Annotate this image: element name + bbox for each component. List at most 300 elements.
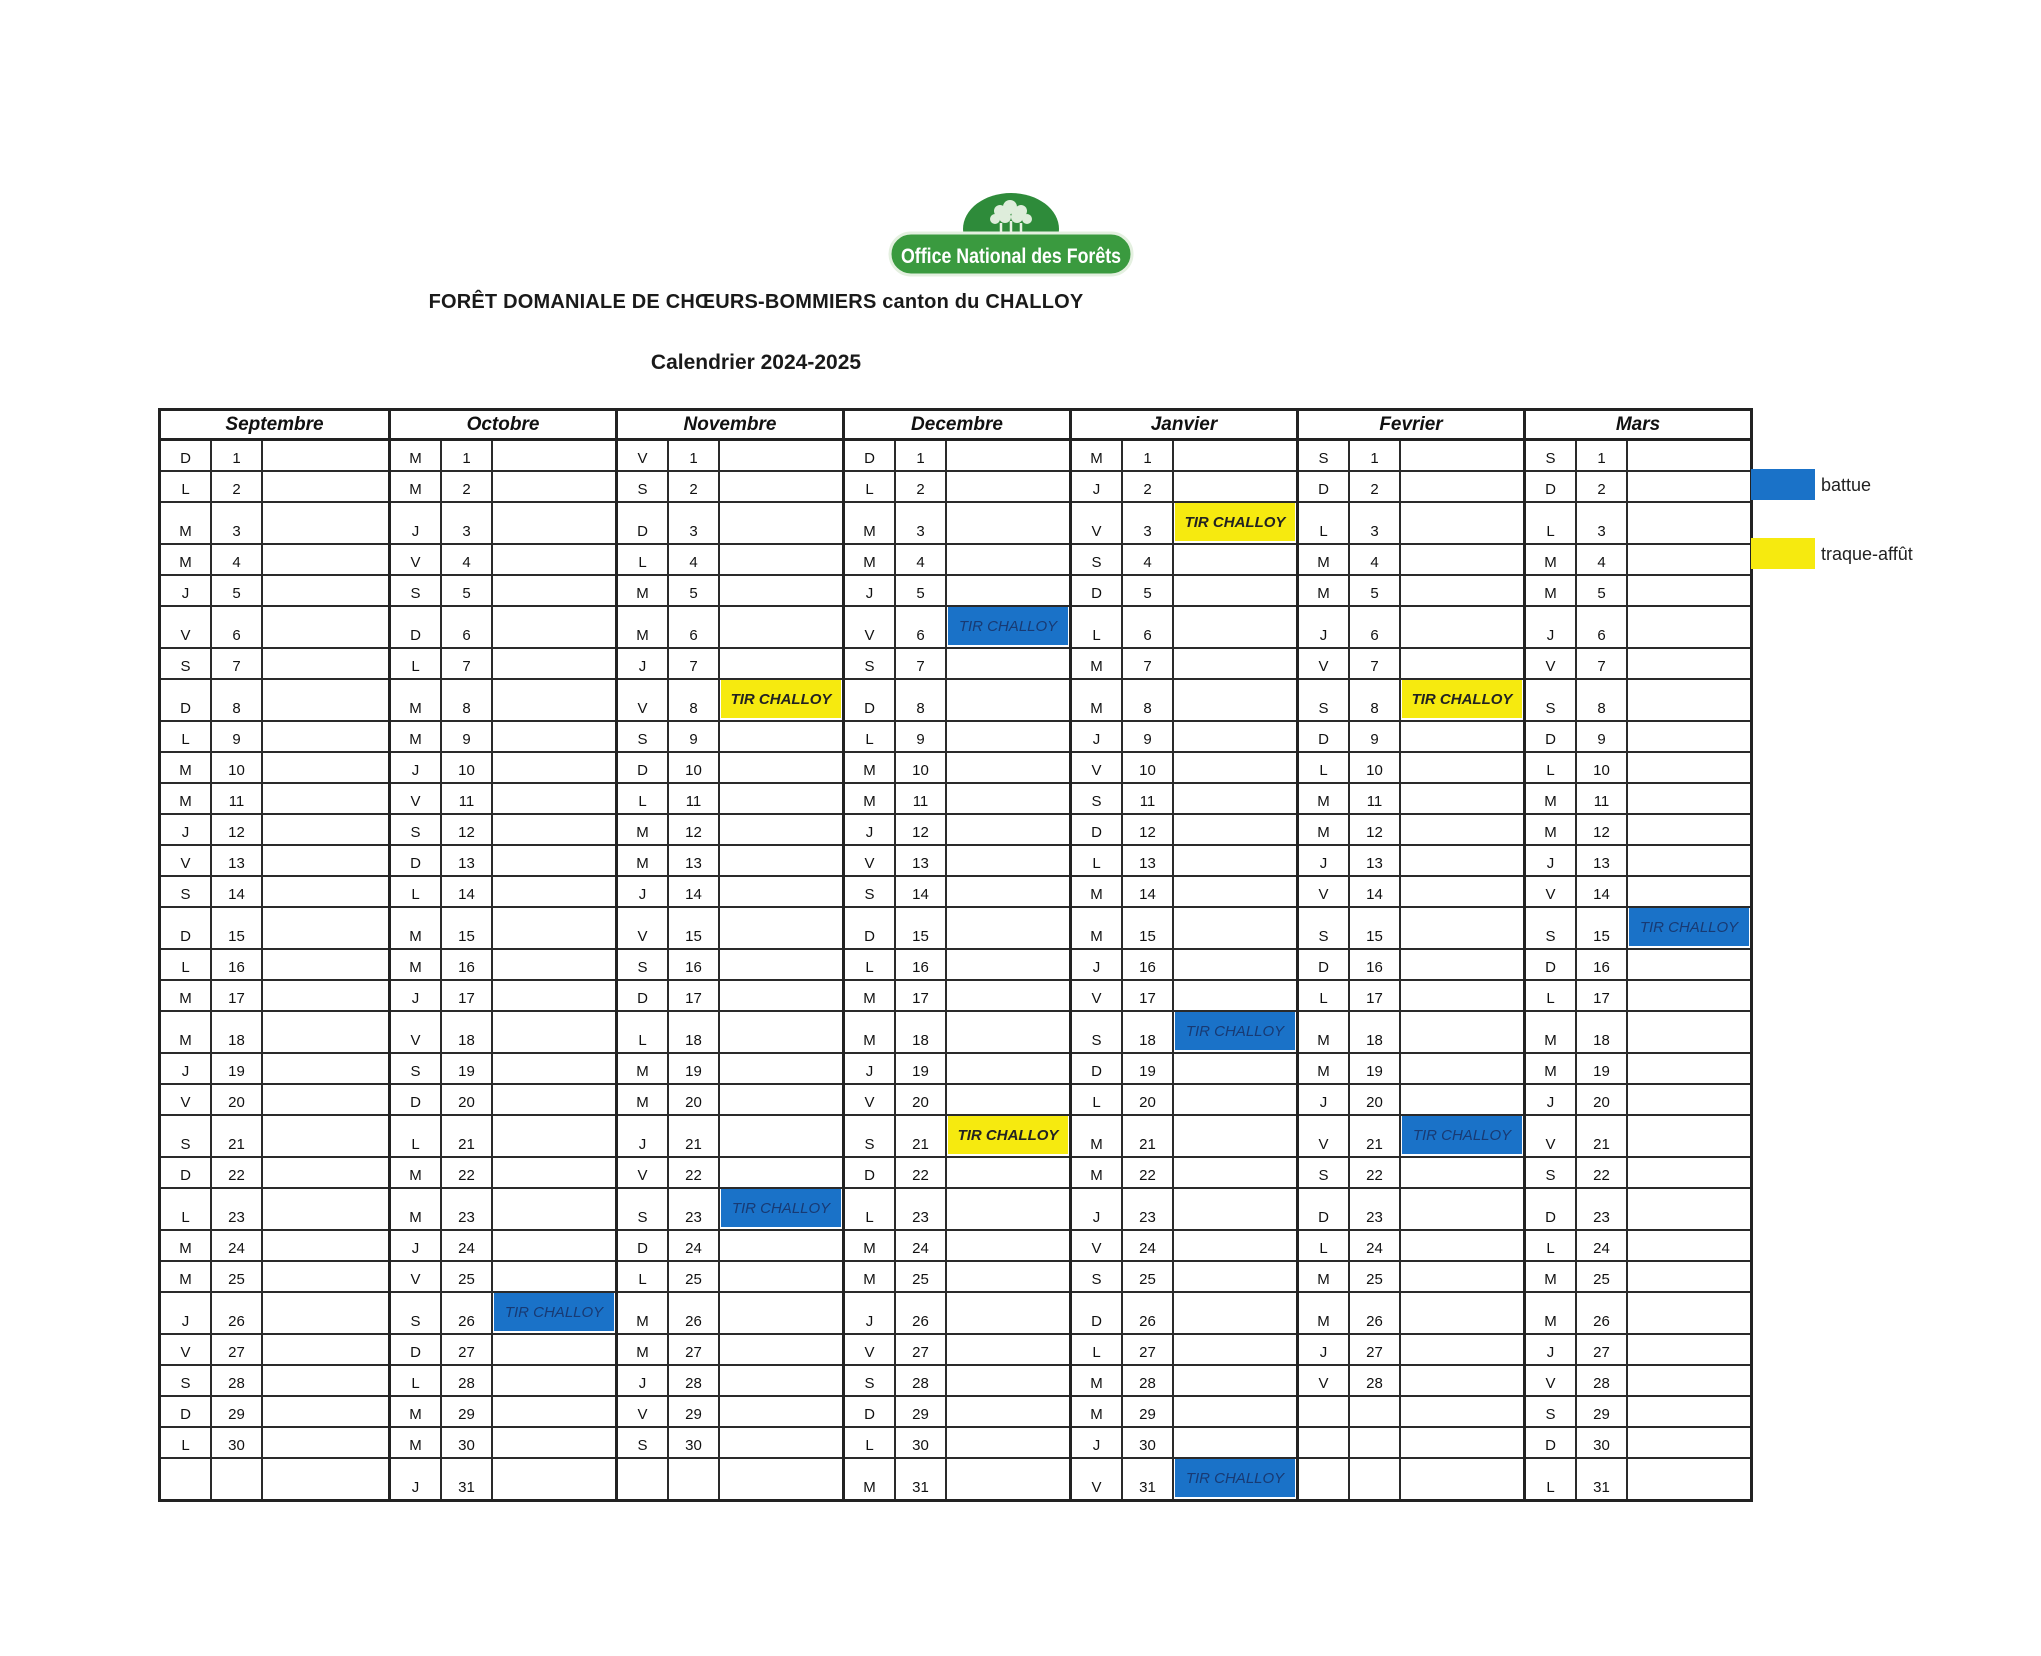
weekday-cell: M [1072, 1116, 1123, 1156]
day-row [1299, 1293, 1523, 1335]
day-number-cell: 2 [669, 472, 720, 501]
event-cell [493, 472, 615, 501]
event-cell [1628, 1366, 1750, 1395]
day-row [1072, 784, 1296, 815]
day-number-cell: 4 [1123, 545, 1174, 574]
event-cell [720, 877, 842, 906]
day-row [391, 753, 615, 784]
day-row [1299, 815, 1523, 846]
day-row [1526, 472, 1750, 503]
weekday-cell: D [845, 1158, 896, 1187]
weekday-cell: M [618, 846, 669, 875]
weekday-cell: M [1299, 815, 1350, 844]
event-cell [947, 846, 1069, 875]
event-cell [263, 950, 388, 979]
weekday-cell: M [1526, 545, 1577, 574]
event-cell [720, 1262, 842, 1291]
weekday-cell: M [1072, 649, 1123, 678]
weekday-cell: M [618, 1054, 669, 1083]
day-row [1299, 576, 1523, 607]
event-cell [493, 815, 615, 844]
weekday-cell: V [1299, 649, 1350, 678]
weekday-cell: M [1072, 680, 1123, 720]
day-number-cell: 7 [669, 649, 720, 678]
event-cell [720, 950, 842, 979]
day-number-cell: 12 [1577, 815, 1628, 844]
weekday-cell: L [391, 877, 442, 906]
day-row [161, 472, 388, 503]
day-number-cell: 10 [1350, 753, 1401, 782]
event-cell [1401, 649, 1523, 678]
event-cell [1401, 1231, 1523, 1260]
day-row [1299, 1158, 1523, 1189]
day-row [618, 722, 842, 753]
day-row [1299, 649, 1523, 680]
day-number-cell: 23 [1350, 1189, 1401, 1229]
event-cell [1174, 1397, 1296, 1426]
event-cell [263, 441, 388, 470]
day-number-cell: 17 [1577, 981, 1628, 1010]
day-number-cell: 14 [1577, 877, 1628, 906]
event-cell [263, 1231, 388, 1260]
weekday-cell: D [391, 846, 442, 875]
day-number-cell: 8 [1577, 680, 1628, 720]
weekday-cell: M [1299, 1054, 1350, 1083]
day-number-cell: 13 [212, 846, 263, 875]
weekday-cell: J [1299, 1335, 1350, 1364]
event-cell [720, 1116, 842, 1156]
day-number-cell: 17 [212, 981, 263, 1010]
weekday-cell: V [1072, 1459, 1123, 1499]
event-cell [493, 1335, 615, 1364]
day-row [618, 846, 842, 877]
day-number-cell: 26 [212, 1293, 263, 1333]
day-row [845, 545, 1069, 576]
day-row [618, 1262, 842, 1293]
event-cell [263, 1428, 388, 1457]
weekday-cell: M [1072, 441, 1123, 470]
weekday-cell: M [161, 1231, 212, 1260]
day-number-cell: 1 [896, 441, 947, 470]
event-cell [720, 722, 842, 751]
day-row [1299, 545, 1523, 576]
event-cell [263, 576, 388, 605]
day-number-cell: 8 [669, 680, 720, 720]
day-row [845, 1189, 1069, 1231]
weekday-cell: S [618, 472, 669, 501]
event-cell [947, 545, 1069, 574]
event-cell [720, 1366, 842, 1395]
weekday-cell: L [161, 472, 212, 501]
day-row [618, 472, 842, 503]
day-number-cell: 7 [212, 649, 263, 678]
weekday-cell: M [391, 950, 442, 979]
day-number-cell: 6 [1123, 607, 1174, 647]
day-row [1526, 649, 1750, 680]
weekday-cell: V [618, 680, 669, 720]
day-row [391, 950, 615, 981]
weekday-cell: D [1526, 1189, 1577, 1229]
weekday-cell: S [1526, 1158, 1577, 1187]
event-cell [947, 1428, 1069, 1457]
day-number-cell: 2 [442, 472, 493, 501]
event-cell [720, 607, 842, 647]
event-cell [1174, 877, 1296, 906]
day-row [1526, 981, 1750, 1012]
event-cell [720, 1189, 842, 1229]
day-number-cell: 19 [212, 1054, 263, 1083]
weekday-cell: S [1299, 441, 1350, 470]
event-cell [1174, 1366, 1296, 1395]
event-cell [1174, 1428, 1296, 1457]
event-cell [493, 722, 615, 751]
weekday-cell: M [618, 1335, 669, 1364]
event-cell [1401, 1459, 1523, 1499]
weekday-cell: V [1299, 1366, 1350, 1395]
day-number-cell: 4 [1350, 545, 1401, 574]
day-row [1299, 981, 1523, 1012]
weekday-cell: M [845, 545, 896, 574]
day-row [618, 1158, 842, 1189]
day-row [391, 1335, 615, 1366]
weekday-cell: D [1072, 1054, 1123, 1083]
day-number-cell: 5 [442, 576, 493, 605]
weekday-cell: L [1526, 503, 1577, 543]
day-number-cell: 3 [212, 503, 263, 543]
weekday-cell: M [1072, 908, 1123, 948]
event-cell [720, 1397, 842, 1426]
month-fevrier [1296, 411, 1523, 1499]
event-cell [947, 722, 1069, 751]
day-number-cell: 22 [669, 1158, 720, 1187]
event-cell [720, 649, 842, 678]
day-row [391, 1262, 615, 1293]
day-row [1526, 877, 1750, 908]
weekday-cell: L [1072, 1335, 1123, 1364]
event-cell [1628, 1293, 1750, 1333]
event-cell [1628, 846, 1750, 875]
day-row [845, 815, 1069, 846]
day-number-cell: 11 [896, 784, 947, 813]
day-row [618, 1293, 842, 1335]
event-cell [947, 1158, 1069, 1187]
day-row [1299, 1262, 1523, 1293]
event-cell [1174, 607, 1296, 647]
day-number-cell: 7 [442, 649, 493, 678]
event-cell [493, 908, 615, 948]
event-cell [493, 545, 615, 574]
event-cell [1401, 908, 1523, 948]
day-number-cell: 1 [669, 441, 720, 470]
weekday-cell: S [845, 877, 896, 906]
event-cell [720, 1231, 842, 1260]
weekday-cell: L [1526, 981, 1577, 1010]
event-tir-challoy: TIR CHALLOY [1175, 1459, 1295, 1497]
day-row [1526, 1231, 1750, 1262]
weekday-cell: M [618, 815, 669, 844]
day-row [1299, 680, 1523, 722]
day-row [1526, 576, 1750, 607]
day-number-cell: 15 [896, 908, 947, 948]
day-row [161, 649, 388, 680]
event-cell [493, 1397, 615, 1426]
day-row [391, 1116, 615, 1158]
event-cell [947, 981, 1069, 1010]
event-cell [493, 753, 615, 782]
event-cell [1628, 784, 1750, 813]
weekday-cell: D [1072, 576, 1123, 605]
day-row [845, 846, 1069, 877]
day-row [1072, 1085, 1296, 1116]
day-number-cell: 29 [212, 1397, 263, 1426]
event-cell [1628, 441, 1750, 470]
day-row [161, 545, 388, 576]
event-cell [947, 1189, 1069, 1229]
event-cell [1401, 1335, 1523, 1364]
event-cell [263, 680, 388, 720]
event-cell [1628, 877, 1750, 906]
day-row [618, 908, 842, 950]
day-row [1072, 472, 1296, 503]
weekday-cell: L [391, 649, 442, 678]
day-row [1526, 846, 1750, 877]
day-row [618, 1366, 842, 1397]
event-cell [1628, 1158, 1750, 1187]
event-cell [1401, 1189, 1523, 1229]
event-cell [947, 815, 1069, 844]
day-row [618, 877, 842, 908]
day-number-cell: 1 [1577, 441, 1628, 470]
event-tir-challoy: TIR CHALLOY [1402, 680, 1522, 718]
event-cell [493, 1158, 615, 1187]
day-number-cell: 13 [442, 846, 493, 875]
weekday-cell: S [618, 1428, 669, 1457]
day-number-cell: 6 [1350, 607, 1401, 647]
weekday-cell: V [161, 1085, 212, 1114]
event-cell [1401, 1158, 1523, 1187]
day-number-cell: 3 [442, 503, 493, 543]
day-row [1526, 950, 1750, 981]
weekday-cell: S [845, 649, 896, 678]
day-number-cell: 29 [669, 1397, 720, 1426]
day-number-cell: 16 [896, 950, 947, 979]
day-row [1072, 607, 1296, 649]
weekday-cell: V [1526, 877, 1577, 906]
weekday-cell: M [391, 441, 442, 470]
legend-swatch-battue [1751, 469, 1815, 500]
weekday-cell: L [1299, 981, 1350, 1010]
weekday-cell: M [161, 1262, 212, 1291]
day-number-cell [212, 1459, 263, 1499]
day-number-cell: 23 [212, 1189, 263, 1229]
event-cell [1174, 1012, 1296, 1052]
day-number-cell: 26 [896, 1293, 947, 1333]
day-row [1072, 722, 1296, 753]
event-cell [1401, 1366, 1523, 1395]
weekday-cell: J [618, 1366, 669, 1395]
weekday-cell: L [845, 472, 896, 501]
weekday-cell: L [845, 1189, 896, 1229]
weekday-cell: L [1072, 846, 1123, 875]
day-row [845, 680, 1069, 722]
weekday-cell: D [1526, 950, 1577, 979]
day-row [1299, 877, 1523, 908]
event-cell [263, 784, 388, 813]
event-cell [1401, 722, 1523, 751]
weekday-cell: S [1526, 441, 1577, 470]
day-number-cell: 11 [669, 784, 720, 813]
day-number-cell: 25 [1350, 1262, 1401, 1291]
event-cell [1401, 441, 1523, 470]
day-row [1299, 1012, 1523, 1054]
event-cell [1401, 1116, 1523, 1156]
day-number-cell: 11 [442, 784, 493, 813]
day-number-cell [1350, 1428, 1401, 1457]
event-cell [947, 1054, 1069, 1083]
day-row [1526, 815, 1750, 846]
day-number-cell: 30 [212, 1428, 263, 1457]
day-number-cell: 12 [1123, 815, 1174, 844]
day-number-cell: 20 [212, 1085, 263, 1114]
weekday-cell: J [161, 1054, 212, 1083]
day-row [391, 576, 615, 607]
weekday-cell: J [845, 576, 896, 605]
day-row [1072, 815, 1296, 846]
day-number-cell: 26 [1123, 1293, 1174, 1333]
weekday-cell: V [391, 1262, 442, 1291]
calendar-grid [158, 408, 1753, 1502]
day-row [1526, 1366, 1750, 1397]
day-number-cell: 5 [1123, 576, 1174, 605]
day-row [1299, 1335, 1523, 1366]
day-number-cell: 28 [1577, 1366, 1628, 1395]
weekday-cell: V [1526, 1366, 1577, 1395]
event-cell [493, 1262, 615, 1291]
day-row [1299, 1459, 1523, 1499]
day-row [161, 1262, 388, 1293]
weekday-cell: V [161, 607, 212, 647]
weekday-cell: M [1299, 1262, 1350, 1291]
weekday-cell: S [845, 1116, 896, 1156]
day-row [845, 1397, 1069, 1428]
month-mars [1523, 411, 1750, 1499]
day-number-cell: 28 [669, 1366, 720, 1395]
day-number-cell: 21 [1123, 1116, 1174, 1156]
day-number-cell: 26 [442, 1293, 493, 1333]
event-cell [1401, 753, 1523, 782]
weekday-cell: L [1299, 503, 1350, 543]
day-row [1526, 1189, 1750, 1231]
event-cell [947, 607, 1069, 647]
day-row [845, 1012, 1069, 1054]
day-row [391, 1397, 615, 1428]
event-cell [493, 576, 615, 605]
day-row [161, 1116, 388, 1158]
event-cell [947, 472, 1069, 501]
weekday-cell: M [391, 1189, 442, 1229]
weekday-cell: D [161, 680, 212, 720]
day-number-cell: 15 [212, 908, 263, 948]
event-cell [1628, 815, 1750, 844]
weekday-cell: L [845, 1428, 896, 1457]
day-row [618, 680, 842, 722]
weekday-cell: M [161, 503, 212, 543]
day-number-cell [1350, 1459, 1401, 1499]
day-row [845, 908, 1069, 950]
day-number-cell: 4 [896, 545, 947, 574]
weekday-cell: M [1526, 1293, 1577, 1333]
event-cell [1628, 1459, 1750, 1499]
event-cell [1628, 1085, 1750, 1114]
event-cell [1174, 1231, 1296, 1260]
event-tir-challoy: TIR CHALLOY [1175, 1012, 1295, 1050]
day-number-cell: 14 [669, 877, 720, 906]
day-row [618, 815, 842, 846]
event-cell [263, 722, 388, 751]
day-number-cell: 25 [896, 1262, 947, 1291]
event-cell [720, 981, 842, 1010]
day-number-cell: 25 [1123, 1262, 1174, 1291]
event-cell [720, 1085, 842, 1114]
weekday-cell: M [1299, 545, 1350, 574]
event-cell [1628, 1189, 1750, 1229]
day-number-cell: 3 [896, 503, 947, 543]
day-row [1299, 503, 1523, 545]
day-number-cell: 28 [896, 1366, 947, 1395]
legend-label-traque: traque-affût [1821, 544, 1913, 564]
day-row [391, 1012, 615, 1054]
day-number-cell: 27 [212, 1335, 263, 1364]
day-number-cell: 6 [1577, 607, 1628, 647]
day-number-cell: 29 [1123, 1397, 1174, 1426]
weekday-cell: S [1526, 680, 1577, 720]
weekday-cell: M [618, 607, 669, 647]
weekday-cell: D [618, 753, 669, 782]
event-cell [263, 1116, 388, 1156]
day-row [161, 441, 388, 472]
day-row [1072, 1293, 1296, 1335]
event-cell [947, 1293, 1069, 1333]
event-cell [263, 1262, 388, 1291]
day-number-cell: 13 [1350, 846, 1401, 875]
month-header: Septembre [161, 411, 388, 441]
weekday-cell: S [845, 1366, 896, 1395]
weekday-cell: S [161, 877, 212, 906]
day-number-cell: 13 [896, 846, 947, 875]
day-number-cell: 10 [896, 753, 947, 782]
weekday-cell: D [1299, 1189, 1350, 1229]
weekday-cell: M [845, 753, 896, 782]
weekday-cell: M [391, 722, 442, 751]
event-cell [1174, 1116, 1296, 1156]
weekday-cell: V [618, 441, 669, 470]
day-number-cell: 25 [1577, 1262, 1628, 1291]
event-cell [1401, 846, 1523, 875]
event-cell [1628, 753, 1750, 782]
weekday-cell: J [1299, 846, 1350, 875]
day-row [1526, 1428, 1750, 1459]
day-row [845, 753, 1069, 784]
event-cell [720, 784, 842, 813]
day-number-cell: 18 [442, 1012, 493, 1052]
day-row [845, 877, 1069, 908]
event-cell [493, 607, 615, 647]
day-row [161, 1293, 388, 1335]
day-number-cell: 15 [1350, 908, 1401, 948]
weekday-cell: V [1526, 1116, 1577, 1156]
day-row [1299, 1428, 1523, 1459]
day-number-cell: 22 [442, 1158, 493, 1187]
